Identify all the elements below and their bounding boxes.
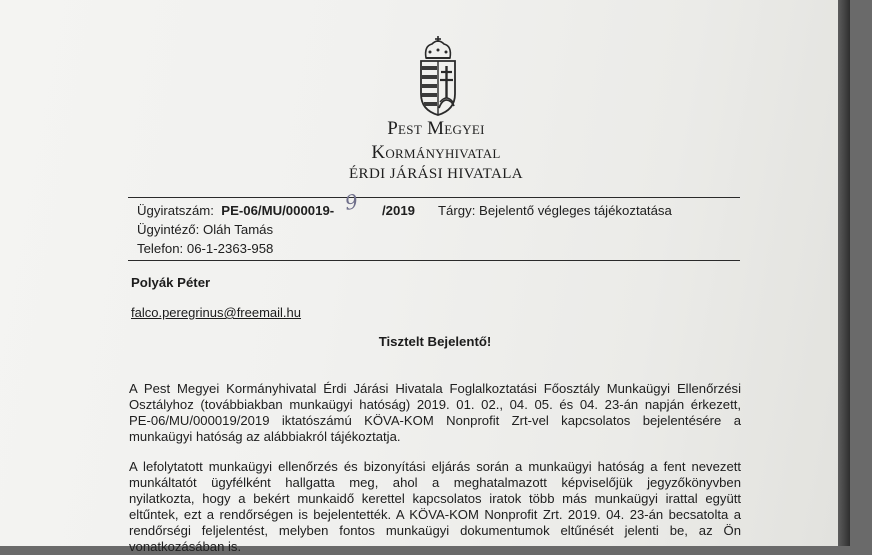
- header-divider-bottom: [128, 260, 740, 261]
- phone-row: [137, 241, 273, 256]
- phone-label: Telefon:: [137, 241, 184, 256]
- paragraph-line: eltűntek, ezt a rendőrségen is bejelentették. A KÖVA-KOM Nonprofit Zrt. 2019. 04. 23-án becsatolta a: [129, 507, 741, 522]
- file-number-label: Ügyiratszám:: [137, 203, 214, 218]
- header-divider-top: [128, 197, 740, 198]
- paragraph-line: nyilatkozta, hogy a bekért munkaidő kerettel kapcsolatos iratok több más munkaügyi irattal együtt: [129, 491, 741, 506]
- file-number-row: [137, 203, 334, 218]
- body-paragraph-1: [129, 381, 741, 445]
- paragraph-line: A Pest Megyei Kormányhivatal Érdi Járási Hivatala Foglalkoztatási Főosztály Munkaügyi Ellenőrzési: [129, 381, 741, 396]
- paragraph-line: Osztályhoz (továbbiakban munkaügyi hatóság) 2019. 01. 02., 04. 05. és 04. 23-án napján érkezett,: [129, 397, 741, 412]
- paragraph-line: A lefolytatott munkaügyi ellenőrzés és bizonyítási eljárás során a munkaügyi hatóság a fent nevezett: [129, 459, 741, 474]
- subject-row: [438, 203, 672, 218]
- recipient-email-link[interactable]: falco.peregrinus@freemail.hu: [131, 305, 302, 320]
- salutation: Tisztelt Bejelentő!: [378, 334, 492, 349]
- office-name-line-3: ÉRDI JÁRÁSI HIVATALA: [348, 166, 524, 182]
- file-number-year: [382, 203, 415, 218]
- paragraph-line: munkáltatót ügyfélként hallgatta meg, ahol a meghatalmazott képviselőjük jegyzőkönyvben: [129, 475, 741, 490]
- clerk-row: [137, 222, 273, 237]
- file-number-handwritten-digit: 9: [343, 189, 360, 215]
- paragraph-line: PE-06/MU/000019/2019 iktatószámú KÖVA-KOM Nonprofit Zrt-vel kapcsolatos bejelentésére a: [129, 413, 741, 428]
- subject-value: Bejelentő végleges tájékoztatása: [479, 203, 672, 218]
- office-name-line-2: Kormányhivatal: [371, 142, 501, 163]
- hungarian-coat-of-arms-icon: [418, 36, 458, 116]
- body-paragraph-2: [129, 459, 741, 555]
- paragraph-line: munkaügyi hatóság az alábbiakról tájékoztatja.: [129, 429, 401, 444]
- recipient-name: Polyák Péter: [131, 275, 211, 290]
- file-number-prefix: PE-06/MU/000019-: [221, 203, 335, 218]
- clerk-value: Oláh Tamás: [202, 222, 274, 237]
- file-number-suffix: /2019: [382, 203, 416, 218]
- office-name-line-1: Pest Megyei: [387, 118, 485, 139]
- phone-value: 06-1-2363-958: [186, 241, 274, 256]
- clerk-label: Ügyintéző:: [137, 222, 200, 237]
- paragraph-line: rendőrségi feljelentést, melyben fontos munkaügyi dokumentumok eltűnését jelenti be, az Ön: [129, 523, 741, 538]
- background-surface: [838, 0, 850, 546]
- paragraph-line: vonatkozásában is.: [129, 539, 242, 554]
- subject-label: Tárgy:: [438, 203, 476, 218]
